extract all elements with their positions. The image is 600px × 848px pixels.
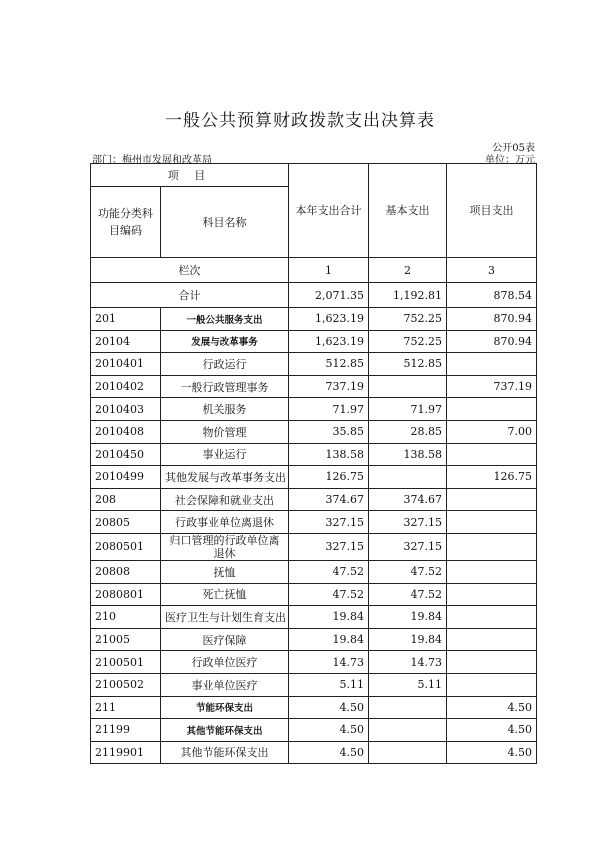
row-project bbox=[447, 583, 537, 606]
row-subject-name: 行政单位医疗 bbox=[161, 651, 289, 674]
table-row bbox=[91, 560, 537, 583]
header-item: 项 目 bbox=[91, 164, 289, 187]
table-row bbox=[91, 353, 537, 376]
row-code: 2119901 bbox=[91, 741, 161, 764]
table-row bbox=[91, 628, 537, 651]
table-row bbox=[91, 741, 537, 764]
table-row bbox=[91, 651, 537, 674]
row-code: 2010450 bbox=[91, 443, 161, 466]
row-total: 374.67 bbox=[289, 488, 369, 511]
row-total: 327.15 bbox=[289, 533, 369, 560]
row-total: 512.85 bbox=[289, 353, 369, 376]
total-label: 合计 bbox=[91, 283, 289, 308]
row-total: 1,623.19 bbox=[289, 330, 369, 353]
total-basic: 1,192.81 bbox=[369, 283, 447, 308]
column-number-2: 2 bbox=[369, 258, 447, 283]
row-subject-name: 社会保障和就业支出 bbox=[161, 488, 289, 511]
row-project bbox=[447, 651, 537, 674]
row-project: 737.19 bbox=[447, 375, 537, 398]
table-row bbox=[91, 308, 537, 331]
row-basic: 47.52 bbox=[369, 560, 447, 583]
form-number: 公开05表 bbox=[492, 143, 535, 154]
table-row bbox=[91, 583, 537, 606]
table-row bbox=[91, 696, 537, 719]
row-basic bbox=[369, 741, 447, 764]
row-subject-name: 事业单位医疗 bbox=[161, 673, 289, 696]
row-total: 47.52 bbox=[289, 560, 369, 583]
row-basic: 28.85 bbox=[369, 420, 447, 443]
row-basic: 752.25 bbox=[369, 330, 447, 353]
row-code: 21199 bbox=[91, 719, 161, 742]
row-total: 737.19 bbox=[289, 375, 369, 398]
table-row bbox=[91, 443, 537, 466]
row-code: 211 bbox=[91, 696, 161, 719]
row-project: 870.94 bbox=[447, 308, 537, 331]
row-subject-name: 其他节能环保支出 bbox=[161, 741, 289, 764]
row-code: 20808 bbox=[91, 560, 161, 583]
row-basic bbox=[369, 719, 447, 742]
unit-label: 单位：万元 bbox=[485, 155, 535, 166]
header-project: 项目支出 bbox=[447, 164, 537, 258]
row-code: 2010403 bbox=[91, 398, 161, 421]
department-label: 部门：梅州市发展和改革局 bbox=[92, 155, 212, 166]
row-basic bbox=[369, 696, 447, 719]
total-amount: 2,071.35 bbox=[289, 283, 369, 308]
column-label: 栏次 bbox=[91, 258, 289, 283]
row-basic: 19.84 bbox=[369, 606, 447, 629]
header-subject-name: 科目名称 bbox=[161, 187, 289, 258]
table-row bbox=[91, 533, 537, 560]
row-basic: 14.73 bbox=[369, 651, 447, 674]
row-code: 2080501 bbox=[91, 533, 161, 560]
row-total: 4.50 bbox=[289, 719, 369, 742]
row-subject-name: 行政事业单位离退休 bbox=[161, 511, 289, 534]
row-basic: 327.15 bbox=[369, 533, 447, 560]
row-code: 208 bbox=[91, 488, 161, 511]
row-basic: 752.25 bbox=[369, 308, 447, 331]
row-total: 126.75 bbox=[289, 466, 369, 489]
row-project bbox=[447, 533, 537, 560]
row-total: 5.11 bbox=[289, 673, 369, 696]
table-row bbox=[91, 375, 537, 398]
row-code: 2010401 bbox=[91, 353, 161, 376]
row-project bbox=[447, 353, 537, 376]
column-number-3: 3 bbox=[447, 258, 537, 283]
row-basic bbox=[369, 466, 447, 489]
row-project bbox=[447, 488, 537, 511]
row-project bbox=[447, 443, 537, 466]
row-subject-name: 死亡抚恤 bbox=[161, 583, 289, 606]
row-code: 210 bbox=[91, 606, 161, 629]
expenditure-table bbox=[90, 163, 537, 764]
row-code: 2010408 bbox=[91, 420, 161, 443]
row-basic: 327.15 bbox=[369, 511, 447, 534]
row-project bbox=[447, 673, 537, 696]
table-row bbox=[91, 420, 537, 443]
table-row bbox=[91, 511, 537, 534]
row-project: 870.94 bbox=[447, 330, 537, 353]
row-subject-name: 节能环保支出 bbox=[161, 696, 289, 719]
row-subject-name: 其他节能环保支出 bbox=[161, 719, 289, 742]
row-code: 2010499 bbox=[91, 466, 161, 489]
row-total: 19.84 bbox=[289, 628, 369, 651]
row-subject-name: 物价管理 bbox=[161, 420, 289, 443]
row-project: 4.50 bbox=[447, 719, 537, 742]
row-project bbox=[447, 511, 537, 534]
table-row bbox=[91, 488, 537, 511]
row-basic: 19.84 bbox=[369, 628, 447, 651]
row-subject-name: 其他发展与改革事务支出 bbox=[161, 466, 289, 489]
table-body bbox=[91, 308, 537, 764]
header-total: 本年支出合计 bbox=[289, 164, 369, 258]
row-project bbox=[447, 628, 537, 651]
column-number-1: 1 bbox=[289, 258, 369, 283]
row-project: 126.75 bbox=[447, 466, 537, 489]
row-subject-name: 医疗保障 bbox=[161, 628, 289, 651]
row-basic: 5.11 bbox=[369, 673, 447, 696]
row-total: 35.85 bbox=[289, 420, 369, 443]
page-title: 一般公共预算财政拨款支出决算表 bbox=[165, 111, 435, 131]
row-project bbox=[447, 560, 537, 583]
row-total: 19.84 bbox=[289, 606, 369, 629]
row-project bbox=[447, 398, 537, 421]
header-func-code: 功能分类科目编码 bbox=[91, 187, 161, 258]
row-total: 47.52 bbox=[289, 583, 369, 606]
row-code: 2010402 bbox=[91, 375, 161, 398]
row-subject-name: 一般行政管理事务 bbox=[161, 375, 289, 398]
row-total: 14.73 bbox=[289, 651, 369, 674]
row-project bbox=[447, 606, 537, 629]
row-basic: 138.58 bbox=[369, 443, 447, 466]
header-basic: 基本支出 bbox=[369, 164, 447, 258]
row-code: 2100501 bbox=[91, 651, 161, 674]
row-total: 4.50 bbox=[289, 741, 369, 764]
table-row bbox=[91, 673, 537, 696]
row-basic: 71.97 bbox=[369, 398, 447, 421]
table-row bbox=[91, 398, 537, 421]
row-total: 4.50 bbox=[289, 696, 369, 719]
row-subject-name: 事业运行 bbox=[161, 443, 289, 466]
row-code: 201 bbox=[91, 308, 161, 331]
row-subject-name: 发展与改革事务 bbox=[161, 330, 289, 353]
row-total: 1,623.19 bbox=[289, 308, 369, 331]
row-code: 20805 bbox=[91, 511, 161, 534]
row-code: 21005 bbox=[91, 628, 161, 651]
row-subject-name: 机关服务 bbox=[161, 398, 289, 421]
table-row bbox=[91, 606, 537, 629]
row-basic: 512.85 bbox=[369, 353, 447, 376]
row-total: 71.97 bbox=[289, 398, 369, 421]
row-subject-name: 抚恤 bbox=[161, 560, 289, 583]
total-project: 878.54 bbox=[447, 283, 537, 308]
table-row bbox=[91, 466, 537, 489]
row-total: 327.15 bbox=[289, 511, 369, 534]
row-basic: 47.52 bbox=[369, 583, 447, 606]
row-code: 2100502 bbox=[91, 673, 161, 696]
row-subject-name: 归口管理的行政单位离退休 bbox=[161, 533, 289, 560]
row-project: 7.00 bbox=[447, 420, 537, 443]
row-basic: 374.67 bbox=[369, 488, 447, 511]
table-row bbox=[91, 330, 537, 353]
row-project: 4.50 bbox=[447, 696, 537, 719]
row-code: 2080801 bbox=[91, 583, 161, 606]
row-code: 20104 bbox=[91, 330, 161, 353]
row-total: 138.58 bbox=[289, 443, 369, 466]
row-subject-name: 医疗卫生与计划生育支出 bbox=[161, 606, 289, 629]
row-project: 4.50 bbox=[447, 741, 537, 764]
row-basic bbox=[369, 375, 447, 398]
row-subject-name: 一般公共服务支出 bbox=[161, 308, 289, 331]
table-row bbox=[91, 719, 537, 742]
row-subject-name: 行政运行 bbox=[161, 353, 289, 376]
